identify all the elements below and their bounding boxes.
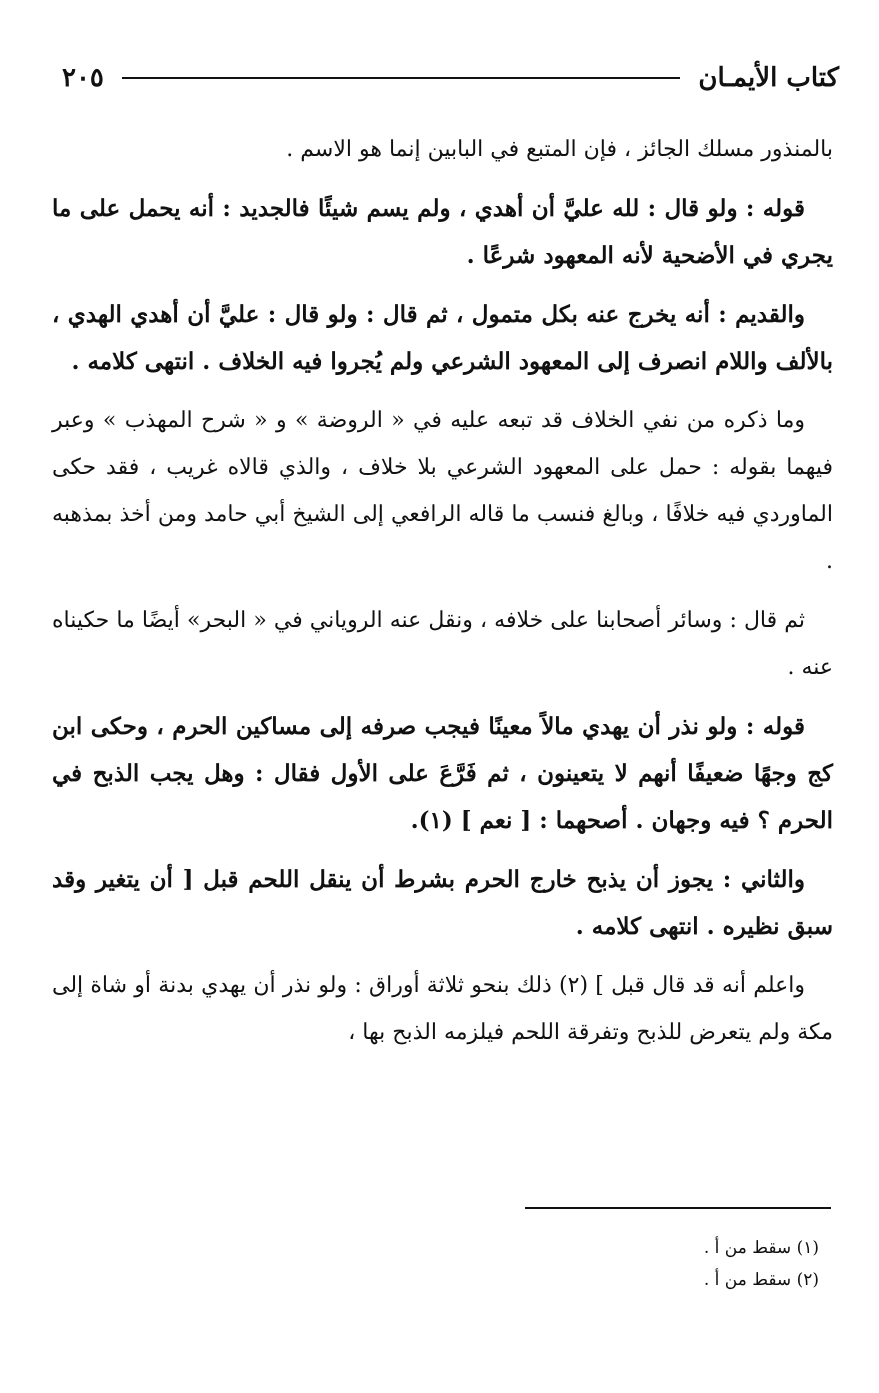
paragraph: والثاني : يجوز أن يذبح خارج الحرم بشرط أن ينقل اللحم قبل [ أن يتغير وقد سبق نظيره . انتهى كلامه . xyxy=(52,866,833,940)
header-rule xyxy=(122,77,680,79)
footnotes xyxy=(704,1232,819,1296)
paragraph: واعلم أنه قد قال قبل ] (٢) ذلك بنحو ثلاثة أوراق : ولو نذر أن يهدي بدنة أو شاة إلى مكة ولم يتعرض للذبح وتفرقة اللحم فيلزمه الذبح بها ، xyxy=(52,973,833,1045)
footnote-separator xyxy=(525,1207,831,1209)
paragraph: بالمنذور مسلك الجائز ، فإن المتبع في البابين إنما هو الاسم . xyxy=(286,137,833,162)
page-header xyxy=(62,58,839,98)
body-text xyxy=(52,126,833,1068)
paragraph: قوله : ولو قال : لله عليَّ أن أهدي ، ولم يسم شيئًا فالجديد : أنه يحمل على ما يجري في الأضحية لأنه المعهود شرعًا . xyxy=(52,195,833,269)
paragraph: قوله : ولو نذر أن يهدي مالاً معينًا فيجب صرفه إلى مساكين الحرم ، وحكى ابن كج وجهًا ضعيفًا أنهم لا يتعينون ، ثم فَرَّعَ على الأول فقال : وهل يجب الذبح في الحرم ؟ فيه وجهان . أصحهما : [ نعم ] (١). xyxy=(52,713,833,834)
page-number: ٢٠٥ xyxy=(62,63,104,93)
paragraph: ثم قال : وسائر أصحابنا على خلافه ، ونقل عنه الروياني في « البحر» أيضًا ما حكيناه عنه . xyxy=(52,608,833,680)
paragraph: والقديم : أنه يخرج عنه بكل متمول ، ثم قال : ولو قال : عليَّ أن أهدي الهدي ، بالألف واللام انصرف إلى المعهود الشرعي ولم يُجروا فيه الخلاف . انتهى كلامه . xyxy=(52,301,833,375)
footnote: (٢) سقط من أ . xyxy=(703,1270,819,1290)
footnote: (١) سقط من أ . xyxy=(703,1238,819,1258)
running-title: كتاب الأيمـان xyxy=(698,63,839,93)
paragraph: وما ذكره من نفي الخلاف قد تبعه عليه في « الروضة » و « شرح المهذب » وعبر فيهما بقوله : حمل على المعهود الشرعي بلا خلاف ، والذي قالاه غريب ، فقد حكى الماوردي فيه خلافًا ، وبالغ فنسب ما قاله الرافعي إلى الشيخ أبي حامد ومن أخذ بمذهبه . xyxy=(52,408,833,574)
